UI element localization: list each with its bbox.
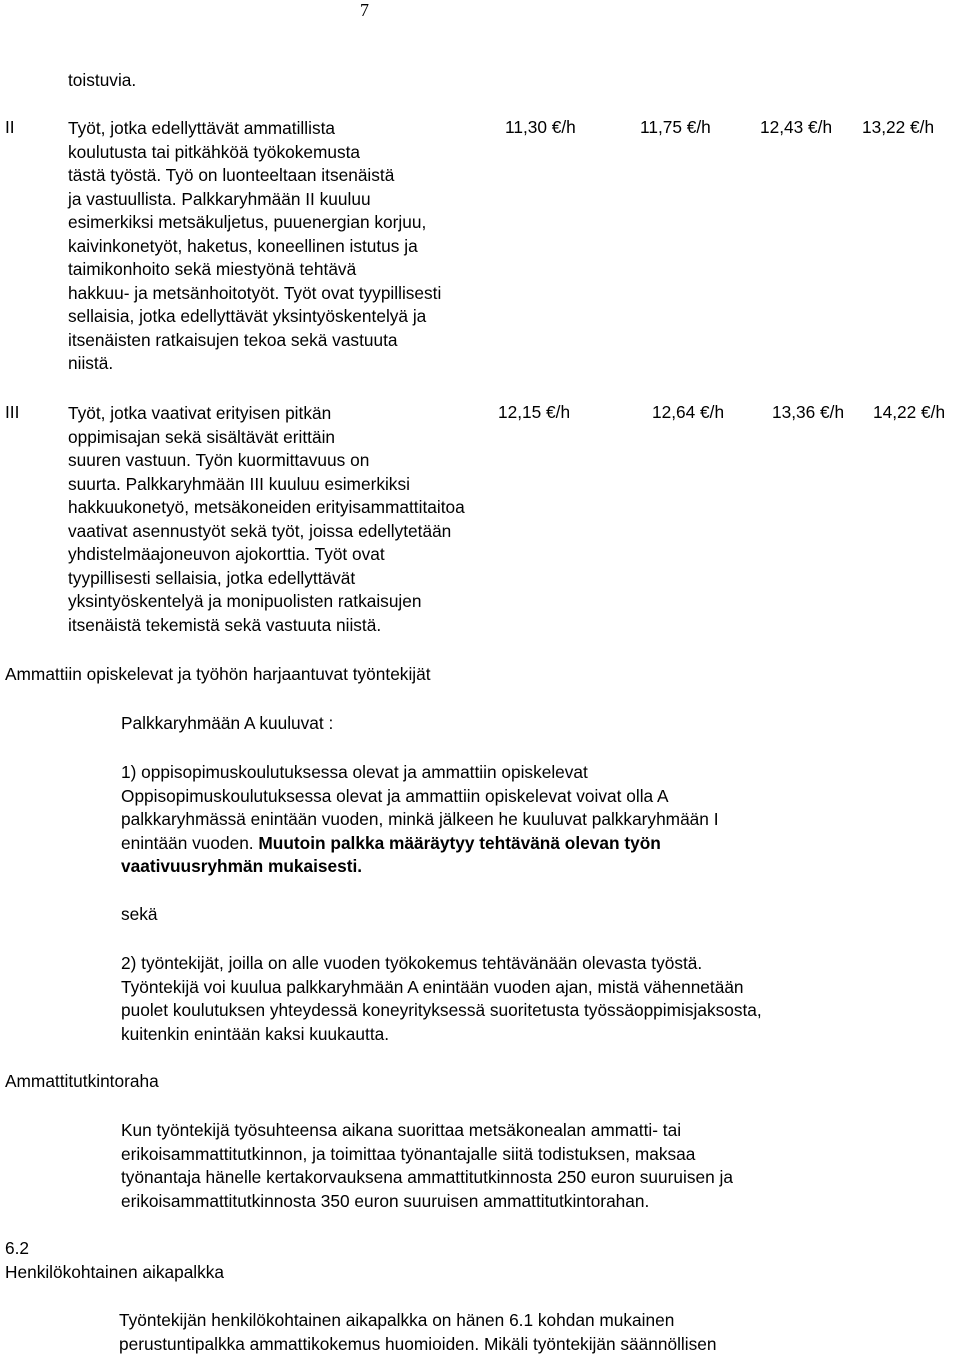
students-heading: Ammattiin opiskelevat ja työhön harjaantuvat työntekijät xyxy=(5,664,431,685)
bonus-line: erikoisammattitutkinnosta 350 euron suuruisen ammattitutkintorahan. xyxy=(121,1190,733,1214)
item-1-line: palkkaryhmässä enintään vuoden, minkä jälkeen he kuuluvat palkkaryhmään I xyxy=(121,808,719,832)
conjunction: sekä xyxy=(121,904,158,925)
item-1-title: 1) oppisopimuskoulutuksessa olevat ja ammattiin opiskelevat xyxy=(121,761,719,785)
bonus-paragraph xyxy=(121,1119,733,1213)
group-III-line: oppimisajan sekä sisältävät erittäin xyxy=(68,426,465,450)
group-II-line: ja vastuullista. Palkkaryhmään II kuuluu xyxy=(68,188,441,212)
intro-line: toistuvia. xyxy=(68,70,136,91)
section-paragraph xyxy=(119,1309,716,1356)
group-II-line: niistä. xyxy=(68,352,441,376)
bonus-line: erikoisammattitutkinnon, ja toimittaa työnantajalle siitä todistuksen, maksaa xyxy=(121,1143,733,1167)
group-III-rate-1: 12,15 €/h xyxy=(498,402,570,423)
group-III-description xyxy=(68,402,465,637)
group-II-line: taimikonhoito sekä miestyönä tehtävä xyxy=(68,258,441,282)
bonus-line: työnantaja hänelle kertakorvauksena ammattitutkinnosta 250 euron suuruisen ja xyxy=(121,1166,733,1190)
group-II-line: Työt, jotka edellyttävät ammatillista xyxy=(68,117,441,141)
group-II-line: tästä työstä. Työ on luonteeltaan itsenäistä xyxy=(68,164,441,188)
section-title: Henkilökohtainen aikapalkka xyxy=(5,1262,224,1283)
group-II-rate-4: 13,22 €/h xyxy=(862,117,934,138)
group-II-line: esimerkiksi metsäkuljetus, puuenergian korjuu, xyxy=(68,211,441,235)
item-2-line: puolet koulutuksen yhteydessä koneyrityksessä suoritetusta työssäoppimisjaksosta, xyxy=(121,999,762,1023)
group-II-description xyxy=(68,117,441,376)
group-II-numeral: II xyxy=(5,117,15,138)
group-III-line: itsenäistä tekemistä sekä vastuuta niistä. xyxy=(68,614,465,638)
group-III-line: tyypillisesti sellaisia, jotka edellyttävät xyxy=(68,567,465,591)
item-1-bold-text: Muutoin palkka määräytyy tehtävänä olevan työn xyxy=(258,833,660,853)
group-II-line: kaivinkonetyöt, haketus, koneellinen istutus ja xyxy=(68,235,441,259)
item-2-line: kuitenkin enintään kaksi kuukautta. xyxy=(121,1023,762,1047)
group-III-rate-4: 14,22 €/h xyxy=(873,402,945,423)
item-1 xyxy=(121,761,719,879)
page-number: 7 xyxy=(360,0,369,21)
bonus-line: Kun työntekijä työsuhteensa aikana suorittaa metsäkonealan ammatti- tai xyxy=(121,1119,733,1143)
group-II-line: itsenäisten ratkaisujen tekoa sekä vastuuta xyxy=(68,329,441,353)
group-II-rate-1: 11,30 €/h xyxy=(505,117,576,138)
group-III-line: vaativat asennustyöt sekä työt, joissa edellytetään xyxy=(68,520,465,544)
item-2-line: Työntekijä voi kuulua palkkaryhmään A enintään vuoden ajan, mistä vähennetään xyxy=(121,976,762,1000)
item-1-line xyxy=(121,832,719,856)
item-1-line xyxy=(121,855,719,879)
group-II-line: hakkuu- ja metsänhoitotyöt. Työt ovat tyypillisesti xyxy=(68,282,441,306)
group-III-line: yksintyöskentelyä ja monipuolisten ratkaisujen xyxy=(68,590,465,614)
item-2 xyxy=(121,952,762,1046)
group-II-line: koulutusta tai pitkähköä työkokemusta xyxy=(68,141,441,165)
group-III-line: suurta. Palkkaryhmään III kuuluu esimerkiksi xyxy=(68,473,465,497)
section-line: Työntekijän henkilökohtainen aikapalkka on hänen 6.1 kohdan mukainen xyxy=(119,1309,716,1333)
group-A-intro: Palkkaryhmään A kuuluvat : xyxy=(121,713,333,734)
group-II-line: sellaisia, jotka edellyttävät yksintyöskentelyä ja xyxy=(68,305,441,329)
item-1-line: Oppisopimuskoulutuksessa olevat ja ammattiin opiskelevat voivat olla A xyxy=(121,785,719,809)
group-III-line: hakkuukonetyö, metsäkoneiden erityisammattitaitoa xyxy=(68,496,465,520)
bonus-heading: Ammattitutkintoraha xyxy=(5,1071,159,1092)
section-number: 6.2 xyxy=(5,1238,29,1259)
group-III-line: suuren vastuun. Työn kuormittavuus on xyxy=(68,449,465,473)
group-III-line: Työt, jotka vaativat erityisen pitkän xyxy=(68,402,465,426)
item-1-plain-text: enintään vuoden. xyxy=(121,833,258,853)
group-III-rate-2: 12,64 €/h xyxy=(652,402,724,423)
section-line: perustuntipalkka ammattikokemus huomioiden. Mikäli työntekijän säännöllisen xyxy=(119,1333,716,1356)
group-III-line: yhdistelmäajoneuvon ajokorttia. Työt ovat xyxy=(68,543,465,567)
item-2-title: 2) työntekijät, joilla on alle vuoden työkokemus tehtävänään olevasta työstä. xyxy=(121,952,762,976)
group-III-numeral: III xyxy=(5,402,19,423)
group-III-rate-3: 13,36 €/h xyxy=(772,402,844,423)
group-II-rate-2: 11,75 €/h xyxy=(640,117,711,138)
group-II-rate-3: 12,43 €/h xyxy=(760,117,832,138)
item-1-bold-line: vaativuusryhmän mukaisesti. xyxy=(121,856,362,876)
